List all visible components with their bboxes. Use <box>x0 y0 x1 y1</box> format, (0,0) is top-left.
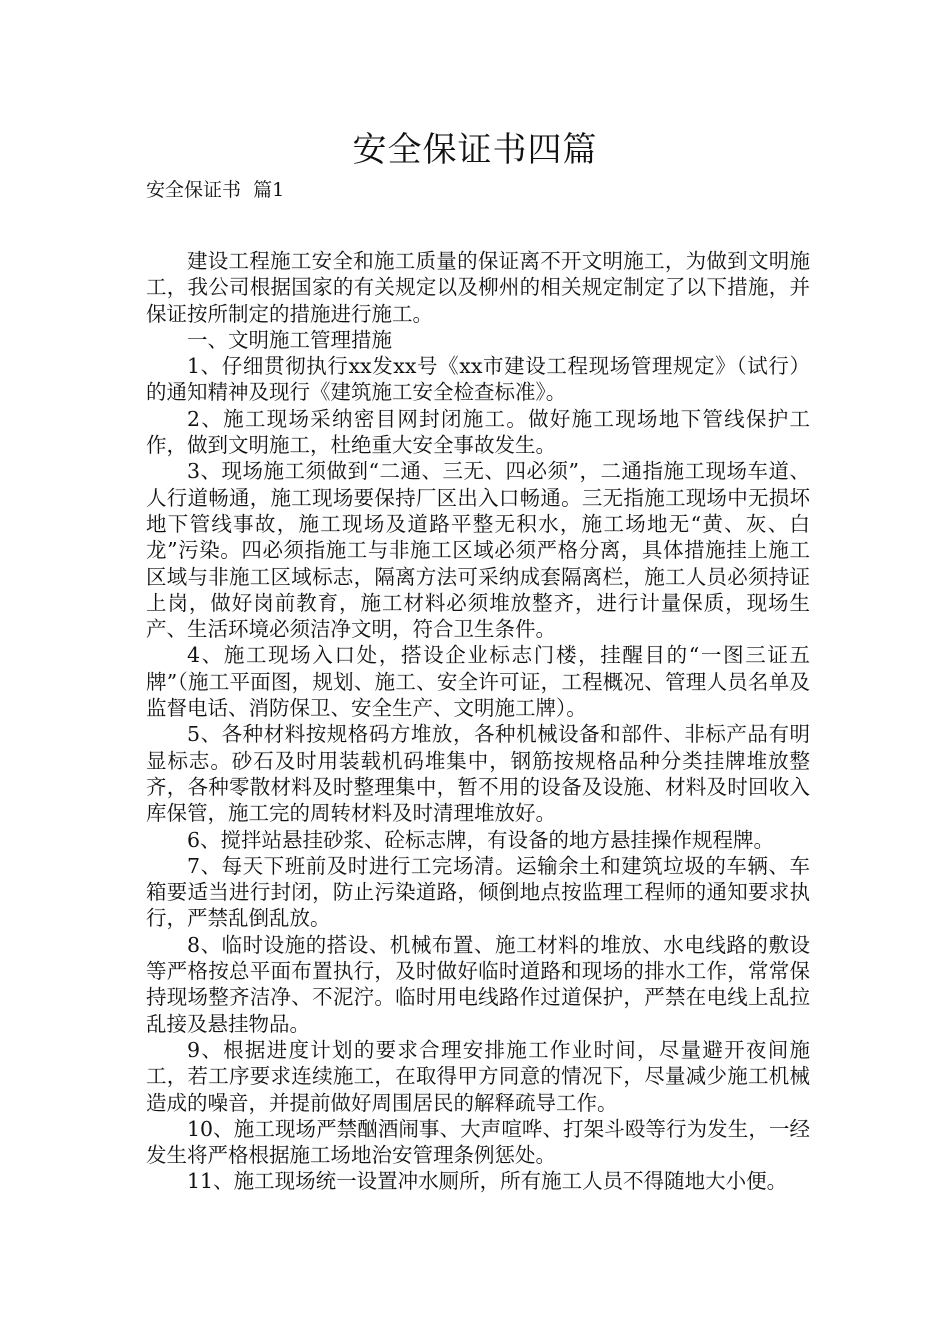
paragraph-item-5: 5、各种材料按规格码方堆放，各种机械设备和部件、非标产品有明显标志。砂石及时用装载机码堆集中，钢筋按规格品种分类挂牌堆放整齐，各种零散材料及时整理集中，暂不用的设备及设施、材料及时回收入库保管，施工完的周转材料及时清理堆放好。 <box>146 722 810 826</box>
paragraph-item-6: 6、搅拌站悬挂砂浆、砼标志牌，有设备的地方悬挂操作规程牌。 <box>187 827 775 852</box>
document-subtitle: 安全保证书 篇1 <box>146 179 285 201</box>
document-body <box>146 248 810 1195</box>
section-heading: 一、文明施工管理措施 <box>187 327 392 352</box>
paragraph-item-1: 1、仔细贯彻执行xx发xx号《xx市建设工程现场管理规定》（试行）的通知精神及现行《建筑施工安全检查标准》。 <box>146 354 810 405</box>
paragraph-item-3: 3、现场施工须做到“二通、三无、四必须”，二通指施工现场车道、人行道畅通，施工现场要保持厂区出入口畅通。三无指施工现场中无损坏地下管线事故，施工现场及道路平整无积水，施工场地无“黄、灰、白龙”污染。四必须指施工与非施工区域必须严格分离，具体措施挂上施工区域与非施工区域标志，隔离方法可采纳成套隔离栏，施工人员必须持证上岗，做好岗前教育，施工材料必须堆放整齐，进行计量保质，现场生产、生活环境必须洁净文明，符合卫生条件。 <box>146 459 810 642</box>
document-title: 安全保证书四篇 <box>352 130 598 170</box>
paragraph-item-2: 2、施工现场采纳密目网封闭施工。做好施工现场地下管线保护工作，做到文明施工，杜绝重大安全事故发生。 <box>146 406 810 458</box>
paragraph-item-10: 10、施工现场严禁酗酒闹事、大声喧哗、打架斗殴等行为发生，一经发生将严格根据施工场地治安管理条例惩处。 <box>146 1116 810 1168</box>
paragraph-intro: 建设工程施工安全和施工质量的保证离不开文明施工，为做到文明施工，我公司根据国家的有关规定以及柳州的相关规定制定了以下措施，并保证按所制定的措施进行施工。 <box>146 249 810 326</box>
paragraph-item-9: 9、根据进度计划的要求合理安排施工作业时间，尽量避开夜间施工，若工序要求连续施工，在取得甲方同意的情况下，尽量减少施工机械造成的噪音，并提前做好周围居民的解释疏导工作。 <box>146 1037 810 1115</box>
paragraph-item-4: 4、施工现场入口处，搭设企业标志门楼，挂醒目的“一图三证五牌”（施工平面图，规划、施工、安全许可证，工程概况、管理人员名单及监督电话、消防保卫、安全生产、文明施工牌）。 <box>146 643 810 721</box>
paragraph-item-11: 11、施工现场统一设置冲水厕所，所有施工人员不得随地大小便。 <box>187 1169 788 1194</box>
paragraph-item-7: 7、每天下班前及时进行工完场清。运输余土和建筑垃圾的车辆、车箱要适当进行封闭，防止污染道路，倾倒地点按监理工程师的通知要求执行，严禁乱倒乱放。 <box>146 853 810 931</box>
paragraph-item-8: 8、临时设施的搭设、机械布置、施工材料的堆放、水电线路的敷设等严格按总平面布置执行，及时做好临时道路和现场的排水工作，常常保持现场整齐洁净、不泥泞。临时用电线路作过道保护，严禁在电线上乱拉乱接及悬挂物品。 <box>146 932 810 1036</box>
